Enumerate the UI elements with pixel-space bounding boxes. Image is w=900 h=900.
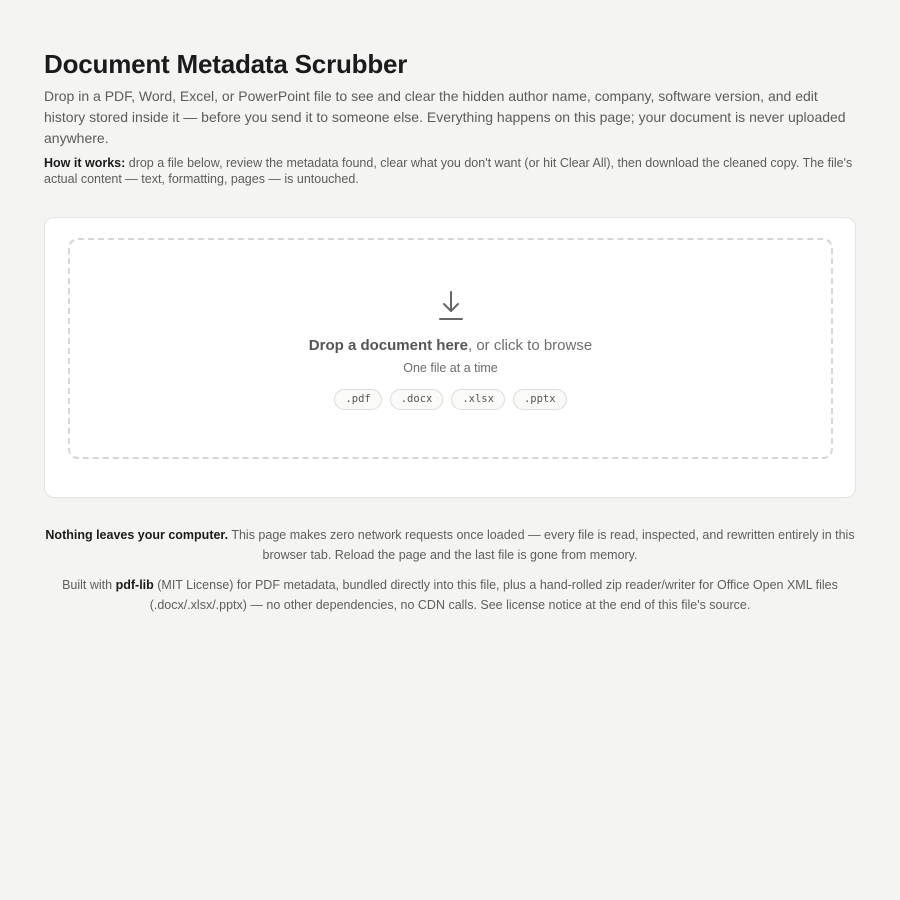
privacy-strong: Nothing leaves your computer.: [45, 528, 229, 542]
format-chip-pptx: .pptx: [513, 389, 567, 410]
credits-notice: [44, 576, 856, 615]
download-arrow-icon: [438, 290, 464, 322]
upload-card: [44, 217, 856, 498]
format-chip-pdf: .pdf: [334, 389, 381, 410]
credits-prefix: Built with: [62, 578, 116, 592]
page-title: Document Metadata Scrubber: [44, 49, 408, 79]
how-it-works-text: drop a file below, review the metadata found, clear what you don't want (or hit Clear All), then download the cleaned copy. The file's actual content — text, formatting, pages — is untouched.: [44, 156, 853, 186]
format-chip-xlsx: .xlsx: [451, 389, 505, 410]
dropzone-prompt: [70, 336, 831, 356]
dropzone-subtext: One file at a time: [403, 361, 498, 375]
privacy-notice: [44, 526, 856, 565]
dropzone-primary: Drop a document here: [308, 337, 468, 354]
how-it-works-label: How it works:: [44, 156, 126, 170]
credits-library: pdf-lib: [115, 578, 154, 592]
format-chip-list: [70, 389, 831, 410]
privacy-text: This page makes zero network requests once loaded — every file is read, inspected, and rewritten entirely in this browser tab. Reload the page and the last file is gone from memory.: [228, 528, 855, 562]
dropzone-secondary: , or click to browse: [467, 337, 593, 354]
intro-text: Drop in a PDF, Word, Excel, or PowerPoint file to see and clear the hidden author name, company, software version, and edit history stored inside it — before you send it to someone else. Everything happens on this page; your document is never uploaded anywhere.: [44, 88, 846, 146]
file-dropzone[interactable]: [68, 238, 833, 459]
format-chip-docx: .docx: [390, 389, 444, 410]
how-it-works: [44, 156, 856, 187]
credits-text: (MIT License) for PDF metadata, bundled directly into this file, plus a hand-rolled zip reader/writer for Office Open XML files (.docx/.xlsx/.pptx) — no other dependencies, no CDN calls. See license notice at the end of this file's source.: [149, 578, 838, 612]
